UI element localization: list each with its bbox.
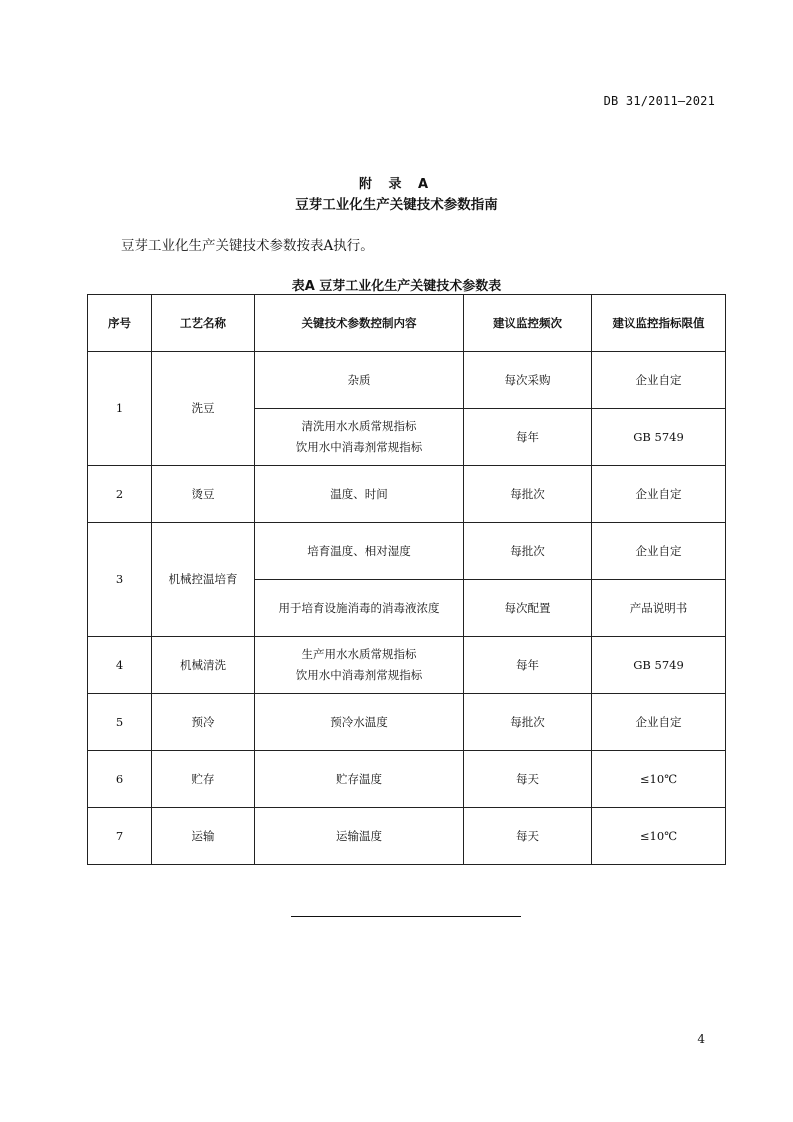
table-row [88, 466, 726, 523]
cell-process: 预冷 [152, 694, 255, 751]
cell-process: 烫豆 [152, 466, 255, 523]
cell-content: 清洗用水水质常规指标 饮用水中消毒剂常规指标 [255, 409, 464, 466]
cell-limit: ≤10℃ [592, 751, 726, 808]
header-process: 工艺名称 [152, 295, 255, 352]
cell-limit: 企业自定 [592, 523, 726, 580]
cell-no: 7 [88, 808, 152, 865]
header-limit: 建议监控指标限值 [592, 295, 726, 352]
cell-limit: 产品说明书 [592, 580, 726, 637]
cell-limit: ≤10℃ [592, 808, 726, 865]
cell-content: 杂质 [255, 352, 464, 409]
cell-content: 用于培育设施消毒的消毒液浓度 [255, 580, 464, 637]
table-row [88, 637, 726, 694]
cell-frequency: 每批次 [464, 694, 592, 751]
header-content: 关键技术参数控制内容 [255, 295, 464, 352]
cell-process: 运输 [152, 808, 255, 865]
cell-frequency: 每天 [464, 808, 592, 865]
cell-no: 6 [88, 751, 152, 808]
cell-process: 机械控温培育 [152, 523, 255, 637]
cell-content: 预冷水温度 [255, 694, 464, 751]
cell-no: 2 [88, 466, 152, 523]
cell-content: 培育温度、相对湿度 [255, 523, 464, 580]
cell-content: 生产用水水质常规指标 饮用水中消毒剂常规指标 [255, 637, 464, 694]
table-row [88, 523, 726, 580]
cell-process: 贮存 [152, 751, 255, 808]
cell-limit: GB 5749 [592, 637, 726, 694]
cell-frequency: 每次采购 [464, 352, 592, 409]
cell-content: 运输温度 [255, 808, 464, 865]
table-row [88, 352, 726, 409]
cell-limit: 企业自定 [592, 466, 726, 523]
cell-limit: 企业自定 [592, 352, 726, 409]
parameters-table [87, 294, 726, 865]
cell-content: 温度、时间 [255, 466, 464, 523]
cell-no: 1 [88, 352, 152, 466]
document-code: DB 31/2011—2021 [603, 94, 715, 108]
table-header-row [88, 295, 726, 352]
appendix-label: 附 录 A [358, 177, 435, 192]
table-row [88, 808, 726, 865]
cell-frequency: 每次配置 [464, 580, 592, 637]
cell-no: 5 [88, 694, 152, 751]
cell-frequency: 每批次 [464, 523, 592, 580]
cell-process: 机械清洗 [152, 637, 255, 694]
page-number: 4 [697, 1032, 705, 1046]
cell-frequency: 每年 [464, 637, 592, 694]
cell-frequency: 每天 [464, 751, 592, 808]
cell-no: 3 [88, 523, 152, 637]
cell-no: 4 [88, 637, 152, 694]
appendix-title: 豆芽工业化生产关键技术参数指南 [295, 197, 498, 213]
cell-frequency: 每年 [464, 409, 592, 466]
cell-content: 贮存温度 [255, 751, 464, 808]
intro-paragraph: 豆芽工业化生产关键技术参数按表A执行。 [121, 238, 374, 254]
header-no: 序号 [88, 295, 152, 352]
table-row [88, 694, 726, 751]
table-row [88, 751, 726, 808]
header-frequency: 建议监控频次 [464, 295, 592, 352]
end-rule-divider [291, 916, 521, 917]
cell-process: 洗豆 [152, 352, 255, 466]
table-caption: 表A 豆芽工业化生产关键技术参数表 [291, 279, 502, 294]
cell-limit: GB 5749 [592, 409, 726, 466]
cell-limit: 企业自定 [592, 694, 726, 751]
cell-frequency: 每批次 [464, 466, 592, 523]
